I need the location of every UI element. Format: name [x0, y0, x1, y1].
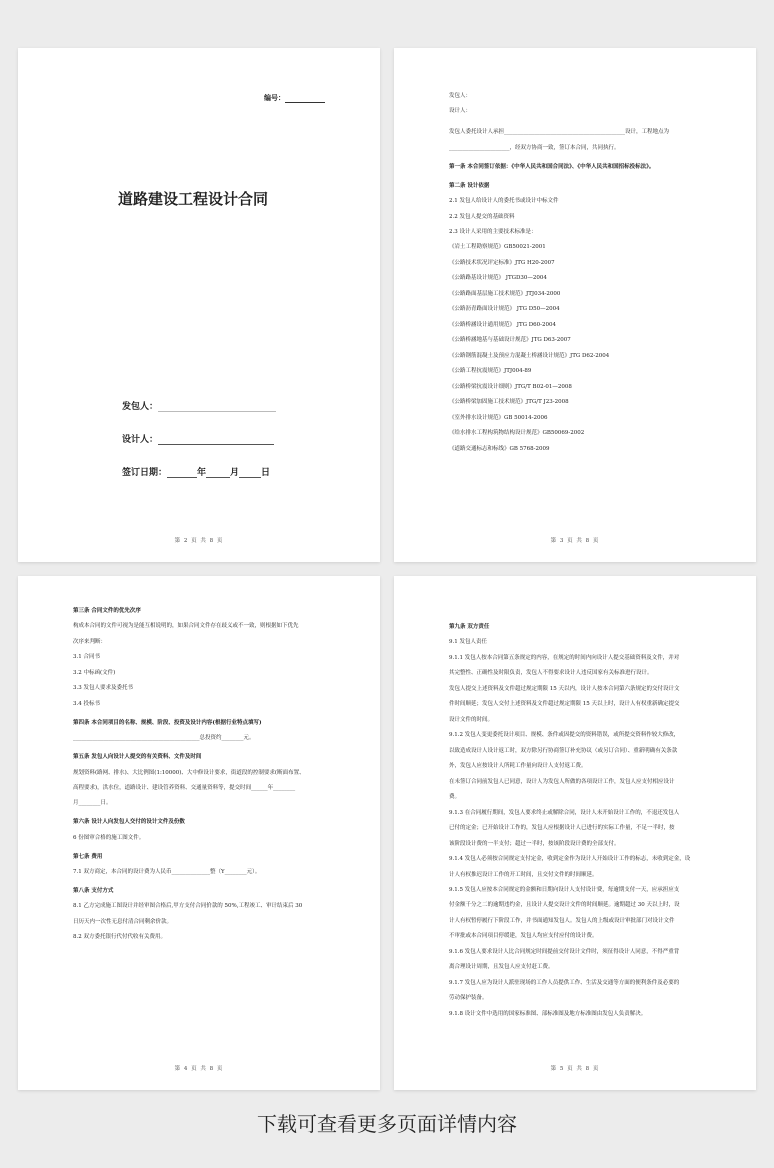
- designer-signature-row: [122, 432, 274, 445]
- text-line: 2.1 发包人给设计人的委托书或设计中标文件: [449, 198, 559, 205]
- text-line: 以致造成设计人设计返工时，双方除另行协商签订补充协议（或另订合同）、重新明确有关条款: [449, 747, 678, 754]
- text-line: 该阶段设计费的一半支付；超过一半时，按该阶段设计费的全部支付。: [449, 840, 620, 847]
- text-line: 不审批或本合同项目停缓建，发包人均应支付应付的设计费。: [449, 933, 598, 940]
- text-line: ______________________，经双方协商一致，签订本合同，共同执行。: [449, 144, 620, 151]
- client-signature-row: [122, 399, 276, 412]
- text-line: 发包人委托设计人承担____________________________________________设计，工程地点为: [449, 129, 670, 136]
- text-line: 《室外排水设计规范》GB 50014-2006: [449, 414, 548, 421]
- text-line: 9.1.7 发包人应为设计人派驻现场的工作人员提供工作、生活及交通等方面的便利条件及必要的: [449, 979, 680, 986]
- text-line: 付金额千分之二的逾期违约金，且设计人提交设计文件的时间顺延。逾期超过 30 天以上时，设: [449, 902, 680, 909]
- text-line: 《公路桥涵设计通用规范》 JTG D60-2004: [449, 321, 557, 328]
- clause-heading: 第七条 费用: [73, 853, 103, 860]
- text-line: 发包人提交上述资料及文件超过规定期限 15 天以内，设计人按本合同第六条规定的交付设计文: [449, 685, 680, 692]
- text-line: 9.1.1 发包人按本合同第五条规定的内容，在规定的时间内向设计人提交基础资料及文件，并对: [449, 654, 680, 661]
- document-title: 道路建设工程设计合同: [118, 190, 269, 208]
- text-line: 《给水排水工程构筑物结构设计规范》GB50069-2002: [449, 430, 585, 437]
- text-line: 3.1 合同书: [73, 654, 100, 661]
- clause-heading: 第一条 本合同签订依据：《中华人民共和国合同法》、《中华人民共和国招标投标法》。: [449, 163, 655, 170]
- page-footer: 第 2 页 共 8 页: [174, 538, 224, 544]
- text-line: ______________________________________________总投资约________元。: [73, 735, 255, 742]
- text-line: 已付的定金；已开始设计工作的，发包人应根据设计人已进行的实际工作量，不足一半时，按: [449, 825, 675, 832]
- contract-number-blank: [285, 95, 325, 103]
- clause-heading: 第三条 合同文件的优先次序: [73, 608, 141, 614]
- text-line: 发包人：: [449, 93, 472, 99]
- client-label: 发包人：: [122, 402, 159, 412]
- contract-page-3: [18, 576, 380, 1090]
- text-line: 《公路桥梁加固施工技术规范》JTG/T J23-2008: [449, 399, 569, 406]
- text-line: 9.1.8 设计文件中选用的国家标准图、部标准图及地方标准图由发包人负责解决。: [449, 1010, 647, 1017]
- text-line: 9.1 发包人责任: [449, 639, 487, 646]
- text-line: 在未签订合同前发包人已同意，设计人为发包人所做的各项设计工作，发包人应支付相应设计: [449, 778, 675, 785]
- year-label: 年: [197, 468, 207, 478]
- text-line: 3.4 投标书: [73, 700, 100, 707]
- text-line: 9.1.5 发包人应按本合同规定的金额和日期向设计人支付设计费，每逾期支付一天，应承担应支: [449, 886, 680, 893]
- client-line: [158, 402, 276, 412]
- text-line: 《公路钢筋混凝土及预应力混凝土桥涵设计规范》JTG D62-2004: [449, 352, 610, 359]
- text-line: 《公路路面基层施工技术规范》JTJ034-2000: [449, 290, 561, 297]
- text-line: 日历天内一次性无息付清合同剩余价款。: [73, 918, 173, 925]
- text-line: 离合理设计周期，且发包人应支付赶工费。: [449, 964, 554, 971]
- text-line: 《道路交通标志和标线》GB 5768-2009: [449, 445, 550, 452]
- text-line: 8.2 双方委托银行代付代收有关费用。: [73, 934, 166, 941]
- clause-heading: 第五条 发包人向设计人提交的有关资料、文件及时间: [73, 754, 202, 761]
- text-line: 《公路工程抗震规范》JTJ004-89: [449, 368, 532, 375]
- text-line: 9.1.3 在合同履行期间，发包人要求终止或解除合同，设计人未开始设计工作的，不退还发包人: [449, 809, 680, 816]
- text-line: 外，发包人应按设计人所耗工作量向设计人支付返工费。: [449, 763, 587, 770]
- year-blank: [167, 468, 197, 478]
- text-line: 2.3 设计人采用的主要技术标准是：: [449, 228, 537, 235]
- text-line: 构成本合同的文件可视为是能互相说明的，如果合同文件存在歧义或不一致，则根据如下优先: [73, 623, 299, 630]
- page-footer: 第 4 页 共 8 页: [174, 1066, 224, 1072]
- clause-heading: 第四条 本合同项目的名称、规模、阶段、投资及设计内容(根据行业特点填写): [73, 719, 262, 726]
- text-line: 8.1 乙方完成施工图设计并经审图合格后,甲方支付合同价款的 50%,工程竣工、审计结束后 30: [73, 903, 303, 910]
- page-4-content: [449, 624, 716, 1026]
- text-line: 设计文件的时间。: [449, 716, 494, 723]
- text-line: 《公路技术状况评定标准》JTG H20-2007: [449, 259, 555, 266]
- month-label: 月: [230, 468, 240, 478]
- text-line: 《公路桥涵地基与基础设计规范》JTG D63-2007: [449, 337, 571, 344]
- text-line: 7.1 双方商定，本合同的设计费为人民币______________整（Y________元）。: [73, 869, 261, 876]
- sign-date-row: [122, 465, 270, 478]
- page-2-content: [449, 93, 716, 461]
- page-footer: 第 5 页 共 8 页: [550, 1066, 600, 1072]
- text-line: 劳动保护装备。: [449, 995, 488, 1002]
- contract-number-label: 编号：: [264, 93, 285, 102]
- day-blank: [239, 468, 261, 478]
- text-line: 《公路路基设计规范》 JTGD30—2004: [449, 275, 547, 282]
- text-line: 3.3 发包人要求及委托书: [73, 685, 133, 692]
- download-caption[interactable]: 下载可查看更多页面详情内容: [257, 1112, 517, 1136]
- sign-date-label: 签订日期：: [122, 468, 168, 478]
- text-line: 3.2 中标函(文件): [73, 669, 116, 676]
- text-line: 9.1.6 发包人要求设计人比合同规定时间提前交付设计文件时，须征得设计人同意，不得严重背: [449, 948, 680, 955]
- contract-page-4: [394, 576, 756, 1090]
- clause-heading: 第六条 设计人向发包人交付的设计文件及份数: [73, 819, 185, 826]
- clause-heading: 第二条 设计依据: [449, 182, 490, 189]
- text-line: 费。: [449, 794, 461, 801]
- text-line: 2.2 发包人提交的基础资料: [449, 213, 515, 220]
- clause-heading: 第八条 支付方式: [73, 888, 114, 894]
- contract-page-2: [394, 48, 756, 562]
- day-label: 日: [261, 468, 271, 478]
- page-3-content: [73, 608, 340, 950]
- text-line: 规划资料(路网、排水)、大比例图(1:10000)、大中修设计要求，街道段的控制要求(断面布置、: [73, 769, 305, 776]
- text-line: 计人有权暂停履行下阶段工作，并书面通知发包人。发包人的上级或设计审批部门对设计文件: [449, 917, 675, 924]
- text-line: 计人有权推迟设计工作的开工时间，且交付文件的时间顺延。: [449, 871, 598, 878]
- text-line: 设计人：: [449, 108, 472, 115]
- page-footer: 第 3 页 共 8 页: [550, 538, 600, 544]
- text-line: 《公路沥青路面设计规范》 JTG D50—2004: [449, 306, 560, 313]
- text-line: 6 份图审合格的施工图文件。: [73, 834, 145, 841]
- text-line: 其完整性、正确性及时限负责，发包人不得要求设计人违反国家有关标准进行设计。: [449, 670, 653, 677]
- text-line: 月________日。: [73, 800, 112, 807]
- text-line: 9.1.2 发包人变更委托设计项目、规模、条件或因提交的资料错误，或所提交资料作较大修改，: [449, 732, 680, 739]
- text-line: 《岩土工程勘察规范》GB50021-2001: [449, 244, 546, 251]
- text-line: 件时间顺延；发包人交付上述资料及文件超过规定期限 15 天以上时，设计人有权重新确定提交: [449, 701, 680, 708]
- text-line: 9.1.4 发包人必须按合同规定支付定金，收到定金作为设计人开始设计工作的标志，未收到定金，设: [449, 856, 691, 863]
- clause-heading: 第九条 双方责任: [449, 624, 490, 630]
- text-line: 次序来判断：: [73, 638, 107, 645]
- text-line: 《公路桥梁抗震设计细则》JTG/T B02-01—2008: [449, 383, 572, 390]
- designer-line: [158, 435, 274, 445]
- designer-label: 设计人：: [122, 435, 159, 445]
- month-blank: [206, 468, 230, 478]
- contract-number: [264, 93, 325, 103]
- contract-page-cover: [18, 48, 380, 562]
- text-line: 高程要求)，洪水位，道路设计、建设管养资料、交通量资料等，提交时间______年________: [73, 784, 296, 791]
